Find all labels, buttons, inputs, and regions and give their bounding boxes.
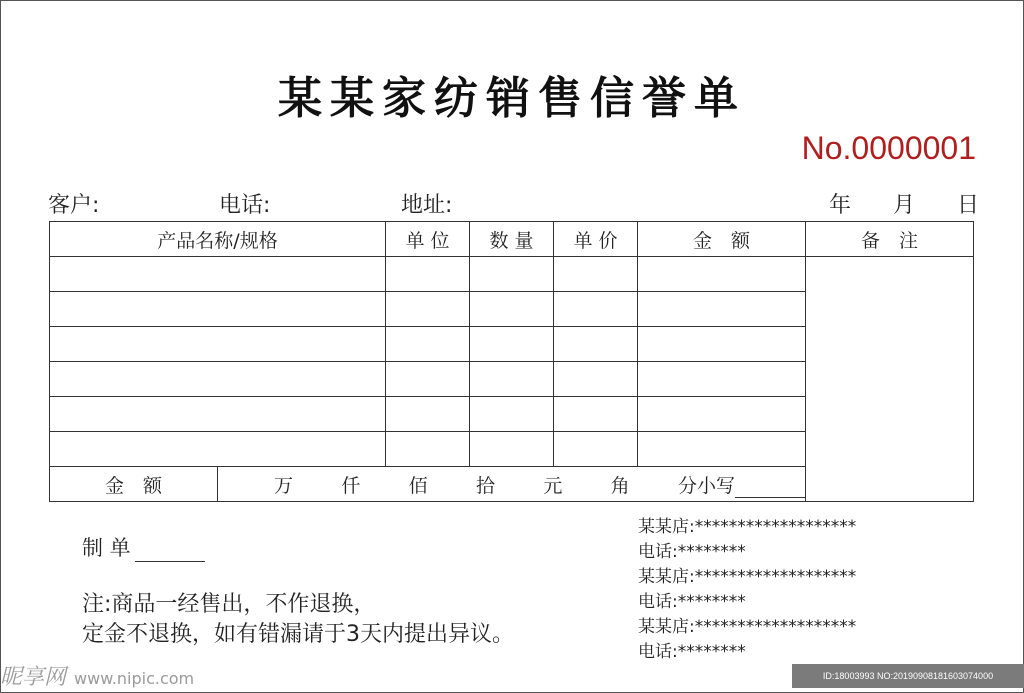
month-label: 月 <box>893 193 916 218</box>
shop-name: 某某店:******************* <box>638 617 857 637</box>
unit-cell[interactable] <box>386 432 470 467</box>
price-cell[interactable] <box>554 257 638 292</box>
header-unit: 单 位 <box>386 222 470 257</box>
total-amount-cell[interactable] <box>218 467 806 502</box>
image-id-bar: ID:18003993 NO:20190908181603074000 <box>792 664 1024 688</box>
unit-cell[interactable] <box>386 257 470 292</box>
quantity-cell[interactable] <box>470 362 554 397</box>
table-header-row <box>50 222 974 257</box>
product-cell[interactable] <box>50 292 386 327</box>
unit-yuan: 元 <box>543 474 563 497</box>
watermark <box>0 660 194 691</box>
unit-cell[interactable] <box>386 397 470 432</box>
shop-list <box>638 515 856 665</box>
year-label: 年 <box>829 193 852 218</box>
product-cell[interactable] <box>50 432 386 467</box>
unit-wan: 万 <box>274 474 294 497</box>
total-label: 金 额 <box>50 467 218 502</box>
quantity-cell[interactable] <box>470 432 554 467</box>
price-cell[interactable] <box>554 362 638 397</box>
lowercase-label: 小写 <box>696 474 735 497</box>
unit-cell[interactable] <box>386 327 470 362</box>
shop-name: 某某店:******************* <box>638 517 857 537</box>
price-cell[interactable] <box>554 397 638 432</box>
amount-cell[interactable] <box>638 362 806 397</box>
shop-phone: 电话:******** <box>638 542 746 562</box>
lowercase-blank-line[interactable] <box>735 479 805 498</box>
note-line-1: 注:商品一经售出，不作退换， <box>82 592 376 617</box>
watermark-brand: 昵享网 <box>0 665 67 690</box>
unit-bai: 佰 <box>408 474 428 497</box>
quantity-cell[interactable] <box>470 292 554 327</box>
header-amount: 金 额 <box>638 222 806 257</box>
maker-blank-line[interactable] <box>135 541 205 562</box>
product-cell[interactable] <box>50 397 386 432</box>
price-cell[interactable] <box>554 432 638 467</box>
price-cell[interactable] <box>554 292 638 327</box>
amount-cell[interactable] <box>638 432 806 467</box>
quantity-cell[interactable] <box>470 397 554 432</box>
amount-cell[interactable] <box>638 397 806 432</box>
product-cell[interactable] <box>50 257 386 292</box>
sales-table <box>49 221 974 502</box>
amount-cell[interactable] <box>638 292 806 327</box>
header-unit-price: 单 价 <box>554 222 638 257</box>
fen-lowercase <box>678 471 805 498</box>
note-line-2: 定金不退换，如有错漏请于3天内提出异议。 <box>82 622 514 647</box>
maker-field <box>82 532 205 562</box>
amount-cell[interactable] <box>638 327 806 362</box>
serial-number: No.0000001 <box>801 130 976 166</box>
header-product: 产品名称/规格 <box>50 222 386 257</box>
remarks-cell[interactable] <box>806 257 974 502</box>
product-cell[interactable] <box>50 362 386 397</box>
amount-units <box>218 471 805 498</box>
address-label: 地址: <box>401 193 453 218</box>
price-cell[interactable] <box>554 327 638 362</box>
terms-note <box>82 590 514 650</box>
shop-phone: 电话:******** <box>638 642 746 662</box>
maker-label: 制 单 <box>82 536 131 560</box>
header-remarks: 备 注 <box>806 222 974 257</box>
product-cell[interactable] <box>50 327 386 362</box>
unit-shi: 拾 <box>475 474 495 497</box>
shop-name: 某某店:******************* <box>638 567 857 587</box>
quantity-cell[interactable] <box>470 327 554 362</box>
header-quantity: 数 量 <box>470 222 554 257</box>
table-row <box>50 257 974 292</box>
unit-jiao: 角 <box>610 474 630 497</box>
watermark-url: www.nipic.com <box>74 669 195 688</box>
unit-fen: 分 <box>677 474 697 497</box>
day-label: 日 <box>957 193 980 218</box>
phone-label: 电话: <box>219 193 271 218</box>
unit-cell[interactable] <box>386 362 470 397</box>
unit-qian: 仟 <box>341 474 361 497</box>
customer-label: 客户: <box>48 193 100 218</box>
amount-cell[interactable] <box>638 257 806 292</box>
quantity-cell[interactable] <box>470 257 554 292</box>
shop-phone: 电话:******** <box>638 592 746 612</box>
unit-cell[interactable] <box>386 292 470 327</box>
document-title: 某某家纺销售信誉单 <box>278 73 746 124</box>
